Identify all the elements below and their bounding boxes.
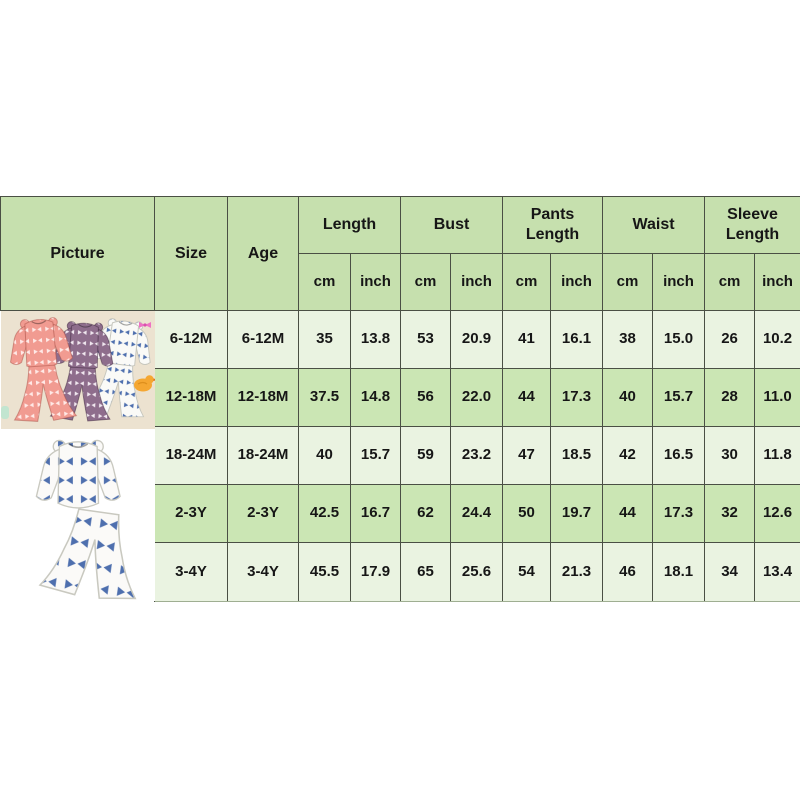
unit-bust-inch: inch	[451, 254, 503, 311]
pants-inch-cell: 19.7	[551, 485, 603, 543]
size-chart-table	[0, 196, 800, 602]
length-cm-cell: 40	[299, 427, 351, 485]
sleeve-cm-cell: 30	[705, 427, 755, 485]
sleeve-inch-cell: 13.4	[755, 543, 800, 601]
waist-cm-cell: 38	[603, 311, 653, 369]
mint-accessory	[1, 406, 9, 419]
waist-inch-cell: 17.3	[653, 485, 705, 543]
sleeve-inch-cell: 11.8	[755, 427, 800, 485]
pants-cm-cell: 47	[503, 427, 551, 485]
age-cell: 12-18M	[228, 369, 299, 427]
header-pants-length: Pants Length	[503, 197, 603, 254]
unit-waist-cm: cm	[603, 254, 653, 311]
length-inch-cell: 16.7	[351, 485, 401, 543]
sleeve-inch-cell: 11.0	[755, 369, 800, 427]
unit-sleeve-cm: cm	[705, 254, 755, 311]
product-photo-three-outfits	[1, 311, 155, 429]
length-cm-cell: 37.5	[299, 369, 351, 427]
pants-cm-cell: 44	[503, 369, 551, 427]
waist-cm-cell: 40	[603, 369, 653, 427]
length-cm-cell: 35	[299, 311, 351, 369]
header-length: Length	[299, 197, 401, 254]
unit-sleeve-inch: inch	[755, 254, 800, 311]
age-cell: 2-3Y	[228, 485, 299, 543]
length-cm-cell: 42.5	[299, 485, 351, 543]
bust-inch-cell: 20.9	[451, 311, 503, 369]
bust-inch-cell: 23.2	[451, 427, 503, 485]
sleeve-inch-cell: 10.2	[755, 311, 800, 369]
waist-cm-cell: 46	[603, 543, 653, 601]
size-cell: 3-4Y	[155, 543, 228, 601]
waist-inch-cell: 15.0	[653, 311, 705, 369]
pants-cm-cell: 50	[503, 485, 551, 543]
product-photos	[1, 311, 155, 601]
size-cell: 6-12M	[155, 311, 228, 369]
picture-cell	[1, 311, 155, 602]
bust-cm-cell: 53	[401, 311, 451, 369]
header-age: Age	[228, 197, 299, 311]
length-cm-cell: 45.5	[299, 543, 351, 601]
sleeve-cm-cell: 34	[705, 543, 755, 601]
waist-inch-cell: 16.5	[653, 427, 705, 485]
header-group-row	[1, 197, 800, 254]
unit-waist-inch: inch	[653, 254, 705, 311]
pants-inch-cell: 21.3	[551, 543, 603, 601]
bust-inch-cell: 22.0	[451, 369, 503, 427]
unit-length-inch: inch	[351, 254, 401, 311]
sleeve-cm-cell: 26	[705, 311, 755, 369]
unit-pants-inch: inch	[551, 254, 603, 311]
waist-inch-cell: 18.1	[653, 543, 705, 601]
header-waist: Waist	[603, 197, 705, 254]
age-cell: 6-12M	[228, 311, 299, 369]
header-size: Size	[155, 197, 228, 311]
bust-cm-cell: 59	[401, 427, 451, 485]
unit-bust-cm: cm	[401, 254, 451, 311]
age-cell: 3-4Y	[228, 543, 299, 601]
size-cell: 2-3Y	[155, 485, 228, 543]
bust-inch-cell: 25.6	[451, 543, 503, 601]
product-photo-white-outfit	[1, 429, 155, 601]
pants-inch-cell: 16.1	[551, 311, 603, 369]
unit-pants-cm: cm	[503, 254, 551, 311]
header-bust: Bust	[401, 197, 503, 254]
pants-cm-cell: 41	[503, 311, 551, 369]
size-cell: 12-18M	[155, 369, 228, 427]
length-inch-cell: 17.9	[351, 543, 401, 601]
pants-inch-cell: 18.5	[551, 427, 603, 485]
sleeve-cm-cell: 32	[705, 485, 755, 543]
bust-cm-cell: 65	[401, 543, 451, 601]
sleeve-cm-cell: 28	[705, 369, 755, 427]
length-inch-cell: 15.7	[351, 427, 401, 485]
unit-length-cm: cm	[299, 254, 351, 311]
table-row	[1, 311, 800, 369]
age-cell: 18-24M	[228, 427, 299, 485]
header-picture: Picture	[1, 197, 155, 311]
waist-cm-cell: 42	[603, 427, 653, 485]
waist-inch-cell: 15.7	[653, 369, 705, 427]
length-inch-cell: 13.8	[351, 311, 401, 369]
bust-cm-cell: 56	[401, 369, 451, 427]
length-inch-cell: 14.8	[351, 369, 401, 427]
pants-inch-cell: 17.3	[551, 369, 603, 427]
bust-cm-cell: 62	[401, 485, 451, 543]
sleeve-inch-cell: 12.6	[755, 485, 800, 543]
waist-cm-cell: 44	[603, 485, 653, 543]
bust-inch-cell: 24.4	[451, 485, 503, 543]
pants-cm-cell: 54	[503, 543, 551, 601]
size-cell: 18-24M	[155, 427, 228, 485]
header-sleeve-length: Sleeve Length	[705, 197, 800, 254]
